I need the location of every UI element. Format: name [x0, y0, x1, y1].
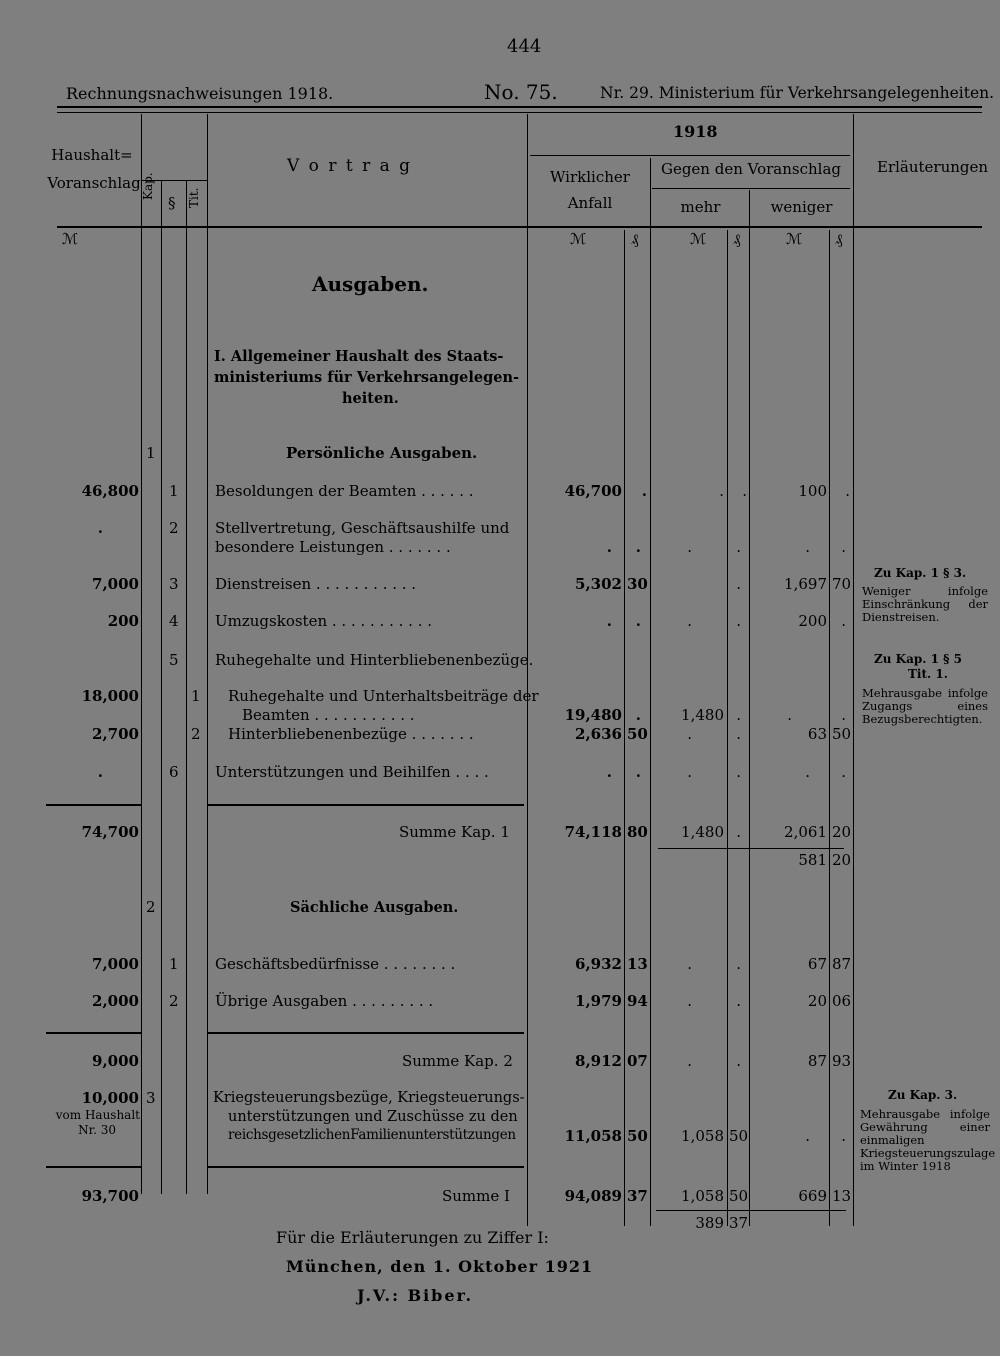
kap2-row-1-weniger-pf: 87	[832, 955, 852, 973]
paragraph-header: §	[168, 194, 176, 212]
note-1-title: Zu Kap. 1 § 3.	[874, 566, 967, 580]
row-4-pf: .	[635, 612, 641, 630]
kap2-row-2-pf: 94	[627, 992, 648, 1010]
kap3-pf: 50	[627, 1127, 648, 1145]
sum-kap2-mehr-m: .	[687, 1052, 692, 1070]
sum-kap1-weniger-m: 2,061	[784, 823, 827, 841]
sum-i-rule-text	[207, 1166, 524, 1168]
kap3-haushalt-note-1: vom Haushalt	[55, 1108, 140, 1122]
row-8-weniger-pf: .	[841, 763, 846, 781]
row-3-weniger-pf: 70	[832, 575, 852, 593]
sum-kap1-label: Summe Kap. 1	[399, 823, 510, 841]
mehr-header: mehr	[680, 198, 721, 216]
row-1-haushalt: 46,800	[81, 482, 139, 500]
kap3-m: 11,058	[564, 1127, 622, 1145]
row-7-pf: 50	[627, 725, 648, 743]
pfennig-unit-weniger: ₰	[835, 230, 843, 248]
sum-i-pf: 37	[627, 1187, 648, 1205]
kap3-haushalt-note-2: Nr. 30	[78, 1123, 116, 1137]
note-1-text: Weniger infolge Einschränkung der Dienstreisen.	[862, 584, 988, 624]
row-8-m: .	[606, 763, 612, 781]
row-6-mehr-pf: .	[736, 706, 741, 724]
footer-line-2: München, den 1. Oktober 1921	[286, 1257, 594, 1276]
kap2-row-2-haushalt: 2,000	[92, 992, 139, 1010]
row-8-weniger-m: .	[805, 763, 810, 781]
row-2-weniger-m: .	[805, 538, 810, 556]
gegen-header: Gegen den Voranschlag	[660, 160, 842, 178]
sum-kap1-diff-pf: 20	[832, 851, 852, 869]
year-rule	[530, 155, 850, 156]
kap3-weniger-pf: .	[841, 1127, 846, 1145]
kap2-row-2-mehr-pf: .	[736, 992, 741, 1010]
col-divider-wirklicher	[650, 158, 651, 1226]
row-7-tit: 2	[191, 725, 201, 743]
section-i-line2: ministeriums für Verkehrsangelegen-	[214, 369, 520, 386]
kap3-haushalt: 10,000	[81, 1089, 139, 1107]
sum-i-mehr-pf: 50	[729, 1187, 749, 1205]
row-1-m: 46,700	[564, 482, 622, 500]
row-7-mehr-m: .	[687, 725, 692, 743]
erlaeuterungen-header: Erläuterungen	[877, 158, 989, 176]
row-6-text-2: Beamten . . . . . . . . . . .	[242, 706, 415, 724]
row-2-haushalt: .	[97, 519, 103, 537]
section-i-line1: I. Allgemeiner Haushalt des Staats-	[214, 348, 504, 365]
header-left: Rechnungsnachweisungen 1918.	[66, 84, 334, 103]
sum-kap2-rule-text	[207, 1032, 524, 1034]
sum-kap2-m: 8,912	[575, 1052, 622, 1070]
sum-i-weniger-m: 669	[798, 1187, 827, 1205]
footer-signature: J.V.: Biber.	[357, 1286, 474, 1305]
note-3-text: Mehrausgabe infolge Gewährung einer einmaligen Kriegsteuerungszulage im Winter 1918	[860, 1107, 996, 1173]
sum-i-brace	[656, 1204, 846, 1211]
kap2-row-2-paragraph: 2	[169, 992, 179, 1010]
note-2-title: Zu Kap. 1 § 5	[874, 652, 962, 666]
kap2-row-2-weniger-m: 20	[807, 992, 827, 1010]
row-6-weniger-pf: .	[841, 706, 846, 724]
row-7-haushalt: 2,700	[92, 725, 139, 743]
row-6-pf: .	[635, 706, 641, 724]
kap3-mehr-m: 1,058	[681, 1127, 724, 1145]
row-2-text: Stellvertretung, Geschäftsaushilfe und	[215, 519, 510, 537]
section-title: Ausgaben.	[312, 272, 429, 296]
sum-kap2-weniger-m: 87	[807, 1052, 827, 1070]
row-2-mehr-pf: .	[736, 538, 741, 556]
gegen-rule	[652, 188, 850, 189]
sum-kap1-mehr-m: 1,480	[681, 823, 724, 841]
kap2-row-1-haushalt: 7,000	[92, 955, 139, 973]
mark-unit-weniger: ℳ	[786, 230, 803, 248]
weniger-header: weniger	[770, 198, 833, 216]
row-7-text: Hinterbliebenenbezüge . . . . . . .	[228, 725, 474, 743]
haushalt-header-2: Voranschlag	[47, 174, 141, 192]
row-4-mehr-pf: .	[736, 612, 741, 630]
row-3-text: Dienstreisen . . . . . . . . . . .	[215, 575, 417, 593]
row-3-paragraph: 3	[169, 575, 179, 593]
row-6-weniger-m: .	[787, 706, 792, 724]
kap-header: Kap.	[141, 172, 155, 200]
kap3-text-3: reichsgesetzlichenFamilienunterstützungen	[228, 1127, 516, 1143]
sum-kap2-label: Summe Kap. 2	[402, 1052, 513, 1070]
sum-i-diff-m: 389	[695, 1214, 724, 1232]
row-3-haushalt: 7,000	[92, 575, 139, 593]
row-1-weniger-m: 100	[798, 482, 827, 500]
note-2-title-2: Tit. 1.	[908, 667, 948, 681]
kap2-row-2-weniger-pf: 06	[832, 992, 852, 1010]
row-2-paragraph: 2	[169, 519, 179, 537]
sum-kap1-weniger-pf: 20	[832, 823, 852, 841]
row-1-pf: .	[641, 482, 647, 500]
row-3-weniger-m: 1,697	[784, 575, 827, 593]
kap2-number: 2	[146, 898, 156, 916]
row-4-weniger-pf: .	[841, 612, 846, 630]
sum-i-label: Summe I	[442, 1187, 510, 1205]
row-4-haushalt: 200	[107, 612, 139, 630]
kap2-row-1-weniger-m: 67	[807, 955, 827, 973]
row-2-pf: .	[635, 538, 641, 556]
kap3-text-1: Kriegsteuerungsbezüge, Kriegsteuerungs-	[213, 1090, 525, 1106]
row-1-paragraph: 1	[169, 482, 179, 500]
sum-kap2-mehr-pf: .	[736, 1052, 741, 1070]
haushalt-header-1: Haushalt=	[51, 146, 133, 164]
kap2-row-1-m: 6,932	[575, 955, 622, 973]
sum-kap1-haushalt: 74,700	[81, 823, 139, 841]
kap2-row-2-mehr-m: .	[687, 992, 692, 1010]
header-center: No. 75.	[484, 80, 558, 104]
sum-kap1-brace	[658, 842, 844, 849]
header-rule	[57, 106, 982, 108]
kap1-title: Persönliche Ausgaben.	[286, 444, 478, 462]
col-divider-mehr	[749, 190, 750, 1226]
row-1-text: Besoldungen der Beamten . . . . . .	[215, 482, 474, 500]
row-3-pf: 30	[627, 575, 648, 593]
row-7-weniger-m: 63	[807, 725, 827, 743]
sum-i-weniger-pf: 13	[832, 1187, 852, 1205]
row-7-weniger-pf: 50	[832, 725, 852, 743]
row-6-haushalt: 18,000	[81, 687, 139, 705]
row-4-m: .	[606, 612, 612, 630]
sum-kap1-mehr-pf: .	[736, 823, 741, 841]
row-6-mehr-m: 1,480	[681, 706, 724, 724]
tit-header: Tit.	[187, 187, 201, 208]
kap2-row-1-text: Geschäftsbedürfnisse . . . . . . . .	[215, 955, 456, 973]
kap3-number: 3	[146, 1089, 156, 1107]
sum-i-mehr-m: 1,058	[681, 1187, 724, 1205]
kap2-row-1-paragraph: 1	[169, 955, 179, 973]
wirklicher-header-2: Anfall	[567, 194, 613, 212]
row-8-text: Unterstützungen und Beihilfen . . . .	[215, 763, 489, 781]
sum-kap2-weniger-pf: 93	[832, 1052, 852, 1070]
mark-unit-wirklicher: ℳ	[570, 230, 587, 248]
sum-i-haushalt: 93,700	[81, 1187, 139, 1205]
row-4-mehr-m: .	[687, 612, 692, 630]
col-divider-wem	[829, 230, 830, 1226]
row-5-text: Ruhegehalte und Hinterbliebenenbezüge.	[215, 651, 534, 669]
row-2-m: .	[606, 538, 612, 556]
row-3-mehr-pf: .	[736, 575, 741, 593]
row-4-weniger-m: 200	[798, 612, 827, 630]
sum-kap1-m: 74,118	[564, 823, 622, 841]
note-3-title: Zu Kap. 3.	[888, 1088, 958, 1102]
row-8-paragraph: 6	[169, 763, 179, 781]
row-8-mehr-m: .	[687, 763, 692, 781]
row-2-mehr-m: .	[687, 538, 692, 556]
row-6-text: Ruhegehalte und Unterhaltsbeiträge der	[228, 687, 539, 705]
kap2-row-2-m: 1,979	[575, 992, 622, 1010]
pfennig-unit-mehr: ₰	[733, 230, 741, 248]
note-2-text: Mehrausgabe infolge Zugangs eines Bezugsberechtigten.	[862, 686, 988, 726]
kap3-mehr-pf: 50	[729, 1127, 749, 1145]
col-divider-weniger	[853, 114, 854, 1226]
sum-kap1-pf: 80	[627, 823, 648, 841]
row-7-m: 2,636	[575, 725, 622, 743]
row-7-mehr-pf: .	[736, 725, 741, 743]
row-5-paragraph: 5	[169, 651, 179, 669]
col-divider-par	[186, 180, 187, 1194]
row-6-m: 19,480	[564, 706, 622, 724]
kap3-text-2: unterstützungen und Zuschüsse zu den	[228, 1109, 518, 1125]
header-right: Nr. 29. Ministerium für Verkehrsangelegenheiten.	[600, 84, 995, 102]
row-8-pf: .	[635, 763, 641, 781]
row-8-mehr-pf: .	[736, 763, 741, 781]
sum-i-diff-pf: 37	[729, 1214, 749, 1232]
col-divider-kap	[161, 180, 162, 1194]
row-1-mehr-m: .	[719, 482, 724, 500]
col-divider-vortrag	[527, 114, 528, 1226]
row-4-paragraph: 4	[169, 612, 179, 630]
kap2-row-1-pf: 13	[627, 955, 648, 973]
table-header-rule	[57, 226, 982, 228]
kap3-weniger-m: .	[805, 1127, 810, 1145]
row-2-text-2: besondere Leistungen . . . . . . .	[215, 538, 451, 556]
row-1-weniger-pf: .	[845, 482, 850, 500]
kap2-row-2-text: Übrige Ausgaben . . . . . . . . .	[215, 992, 434, 1010]
kap2-row-1-mehr-pf: .	[736, 955, 741, 973]
header-rule-thin	[57, 112, 982, 113]
sum-i-m: 94,089	[564, 1187, 622, 1205]
sum-kap1-rule-left	[46, 804, 142, 806]
wirklicher-header-1: Wirklicher	[550, 168, 630, 186]
mark-unit-haushalt: ℳ	[62, 230, 79, 248]
sum-kap1-diff-m: 581	[798, 851, 827, 869]
col-divider-mm	[727, 230, 728, 1226]
sum-i-rule-left	[46, 1166, 142, 1168]
row-4-text: Umzugskosten . . . . . . . . . . .	[215, 612, 433, 630]
vortrag-header: V o r t r a g	[287, 156, 413, 176]
footer-line-1: Für die Erläuterungen zu Ziffer I:	[276, 1228, 549, 1247]
row-1-mehr-pf: .	[742, 482, 747, 500]
row-8-haushalt: .	[97, 763, 103, 781]
sum-kap1-rule-text	[207, 804, 524, 806]
year-header: 1918	[673, 122, 718, 141]
kap1-number: 1	[146, 444, 156, 462]
row-6-tit: 1	[191, 687, 201, 705]
section-i-line3: heiten.	[342, 390, 399, 407]
mark-unit-mehr: ℳ	[690, 230, 707, 248]
kap2-row-1-mehr-m: .	[687, 955, 692, 973]
kap2-title: Sächliche Ausgaben.	[290, 899, 459, 916]
sum-kap2-haushalt: 9,000	[92, 1052, 139, 1070]
col-divider-wm	[624, 230, 625, 1226]
page-number: 444	[507, 36, 542, 57]
sum-kap2-pf: 07	[627, 1052, 648, 1070]
pfennig-unit-wirklicher: ₰	[631, 230, 639, 248]
row-2-weniger-pf: .	[841, 538, 846, 556]
sum-kap2-rule-left	[46, 1032, 142, 1034]
row-3-m: 5,302	[575, 575, 622, 593]
